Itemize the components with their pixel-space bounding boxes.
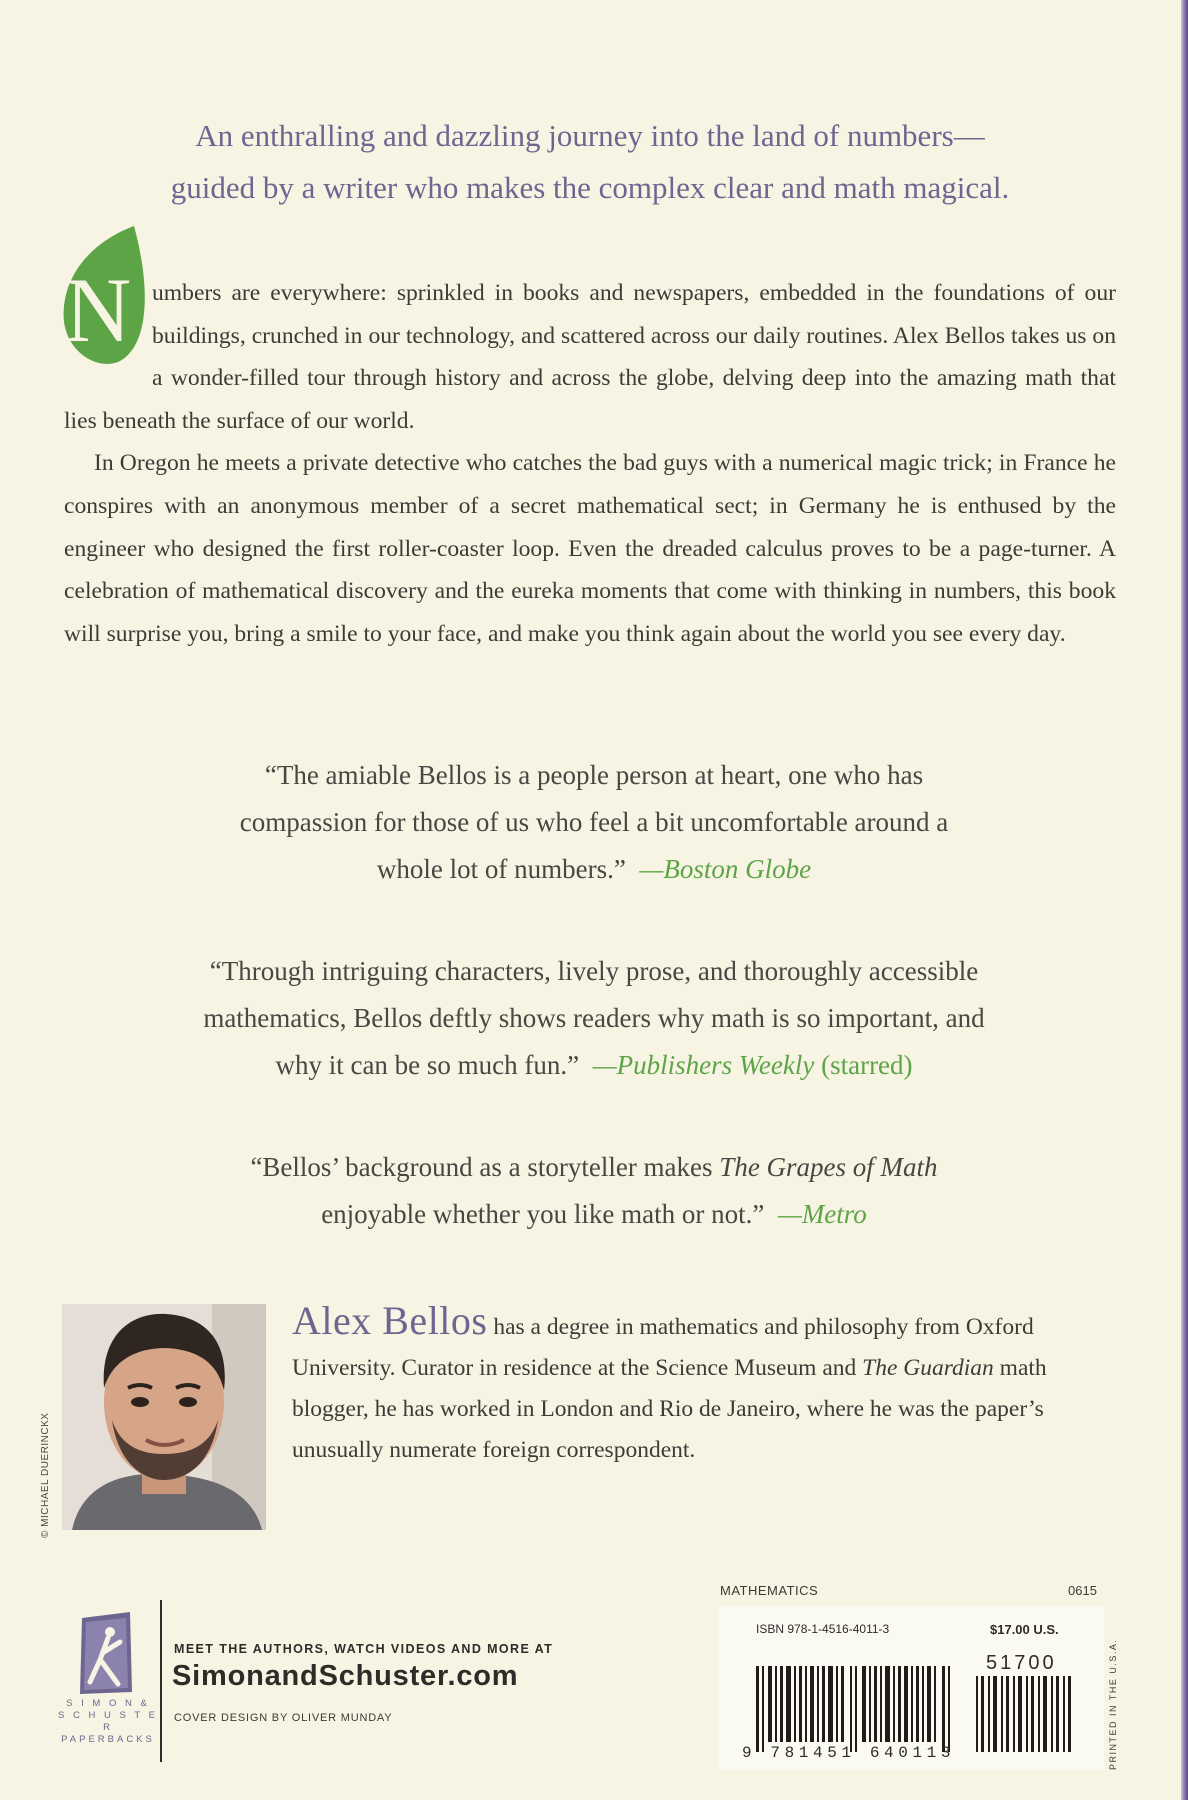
price: $17.00 U.S. (990, 1622, 1059, 1637)
logo-line: PAPERBACKS (61, 1734, 155, 1745)
newspaper-title: The Guardian (862, 1355, 994, 1381)
price-addon-code: 51700 (986, 1652, 1057, 1674)
bio-text: math blogger, he has worked in London and Rio de Janeiro, where he was the paper’s unusually numerate foreign correspondent. (292, 1355, 1047, 1463)
publisher-website[interactable]: SimonandSchuster.com (172, 1660, 519, 1692)
leaf-dropcap (56, 259, 140, 361)
price-barcode (976, 1676, 1072, 1752)
cover-design-credit: COVER DESIGN BY OLIVER MUNDAY (174, 1712, 393, 1724)
print-code: 0615 (1068, 1583, 1097, 1598)
barcode-digits: 9 781451 640113 (742, 1744, 956, 1762)
author-photo (62, 1304, 266, 1530)
divider (160, 1600, 162, 1762)
category-label: MATHEMATICS (720, 1583, 819, 1598)
quote-line: “Bellos’ background as a storyteller makes (250, 1152, 713, 1182)
tagline (60, 110, 1120, 214)
review-quote (60, 1144, 1128, 1238)
quote-note: (starred) (821, 1050, 913, 1080)
publisher-logo-text (58, 1698, 158, 1746)
spine-edge (1181, 0, 1188, 1800)
review-quote (60, 752, 1128, 893)
quote-source: —Boston Globe (639, 854, 812, 884)
tagline-line: guided by a writer who makes the complex clear and math magical. (170, 170, 1010, 205)
photo-credit: © MICHAEL DUERINCKX (40, 1412, 51, 1538)
description (64, 259, 1116, 655)
logo-line: S I M O N & (66, 1698, 150, 1709)
quote-line: “The amiable Bellos is a people person at heart, one who has (264, 760, 924, 790)
isbn: ISBN 978-1-4516-4011-3 (756, 1622, 890, 1636)
sower-logo-icon (60, 1612, 156, 1696)
quote-line: mathematics, Bellos deftly shows readers why math is so important, and (203, 1003, 985, 1033)
printed-in-usa: PRINTED IN THE U.S.A. (1108, 1638, 1118, 1770)
quote-source: —Publishers Weekly (592, 1050, 815, 1080)
dropcap-letter: N (64, 259, 132, 361)
paragraph-text: umbers are everywhere: sprinkled in books and newspapers, embedded in the foundations of our buildings, crunched in our technology, and scattered across our daily routines. Alex Bellos takes us on a wonder-filled tour through history and across the globe, delving deep into the amazing math that lies beneath the surface of our world. (64, 280, 1116, 434)
book-title: The Grapes of Math (719, 1152, 938, 1182)
quote-line: compassion for those of us who feel a bit uncomfortable around a (239, 807, 949, 837)
author-bio (292, 1300, 1112, 1471)
author-name: Alex Bellos (292, 1298, 488, 1343)
meet-the-authors: MEET THE AUTHORS, WATCH VIDEOS AND MORE AT (174, 1642, 554, 1656)
bio-text: has a degree in mathematics and philosophy from Oxford University. Curator in residence at the Science Museum and (292, 1314, 1034, 1381)
tagline-line: An enthralling and dazzling journey into the land of numbers— (195, 118, 985, 153)
quote-line: “Through intriguing characters, lively prose, and thoroughly accessible (209, 956, 979, 986)
description-paragraph (64, 259, 1116, 442)
quote-source: —Metro (777, 1199, 867, 1229)
isbn-barcode (756, 1666, 952, 1752)
logo-line: S C H U S T E R (58, 1710, 158, 1733)
quote-line: enjoyable whether you like math or not.” (321, 1199, 765, 1229)
quote-line: whole lot of numbers.” (376, 854, 626, 884)
review-quote (60, 948, 1128, 1089)
quote-line: why it can be so much fun.” (275, 1050, 580, 1080)
description-paragraph: In Oregon he meets a private detective who catches the bad guys with a numerical magic trick; in France he conspires with an anonymous member of a secret mathematical sect; in Germany he is enthused by the engineer who designed the first roller-coaster loop. Even the dreaded calculus proves to be a page-turner. A celebration of mathematical discovery and the eureka moments that come with thinking in numbers, this book will surprise you, bring a smile to your face, and make you think again about the world you see every day. (64, 450, 1116, 647)
